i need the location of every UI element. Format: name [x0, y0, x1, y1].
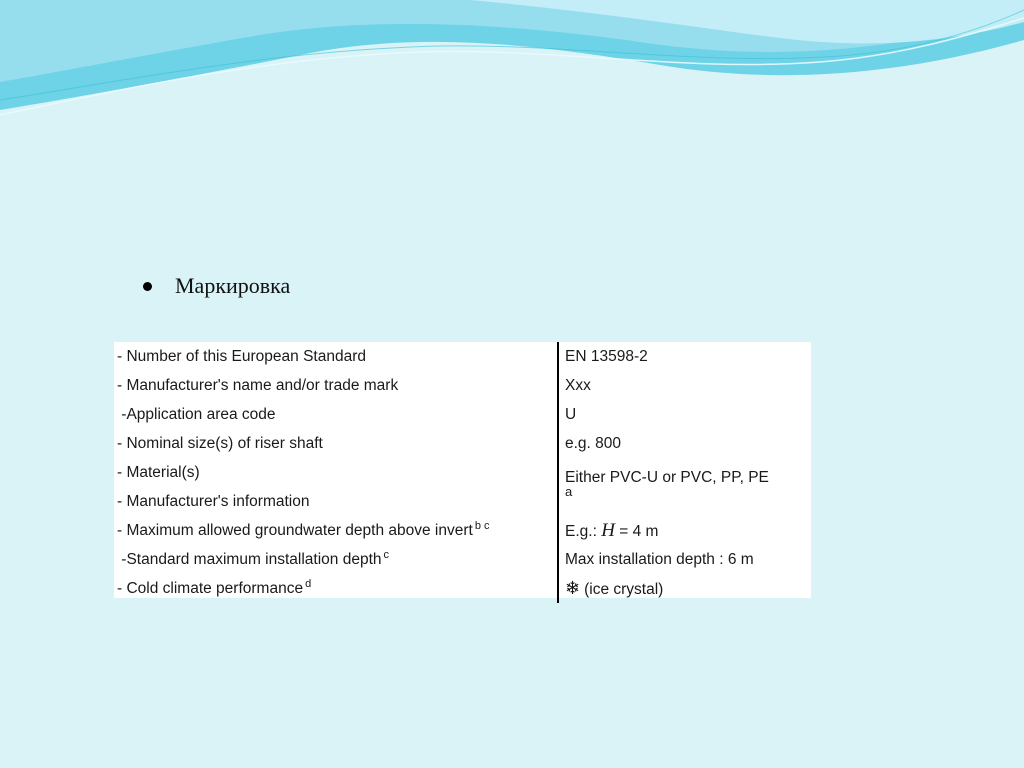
row-label: -Standard maximum installation depth $^c$	[117, 548, 389, 568]
row-label: - Manufacturer's name and/or trade mark	[117, 376, 399, 394]
row-value: Max installation depth : 6 m	[558, 545, 811, 574]
row-label: - Maximum allowed groundwater depth above invert $^{b c}$	[117, 519, 490, 539]
bullet-text: Маркировка	[175, 273, 291, 298]
marking-table	[114, 342, 811, 598]
table-row	[114, 545, 811, 574]
footnote-ref: c	[383, 548, 389, 561]
row-label: - Cold climate performance $^d$	[117, 577, 312, 597]
row-label: -Application area code	[117, 405, 276, 423]
table-row	[114, 400, 811, 429]
bullet-dot-icon	[143, 282, 152, 291]
table-row	[114, 371, 811, 400]
row-value: U	[558, 400, 811, 429]
table-row	[114, 342, 811, 371]
row-value: E.g.: H = 4 m	[558, 516, 811, 545]
row-label: - Nominal size(s) of riser shaft	[117, 434, 323, 452]
row-label: - Manufacturer's information	[117, 492, 310, 510]
footnote-ref: b c	[474, 519, 490, 532]
table-row	[114, 487, 811, 516]
table-row	[114, 458, 811, 487]
row-label: - Material(s)	[117, 463, 200, 481]
table-row	[114, 574, 811, 603]
table-row	[114, 429, 811, 458]
row-value: a	[558, 487, 811, 516]
row-value: e.g. 800	[558, 429, 811, 458]
snowflake-icon: ❄	[565, 578, 581, 598]
marking-table-grid	[114, 342, 811, 603]
row-value: Xxx	[558, 371, 811, 400]
row-label: - Number of this European Standard	[117, 347, 366, 365]
row-value: EN 13598-2	[558, 342, 811, 371]
variable-h: H	[601, 519, 615, 541]
decorative-wave-header	[0, 0, 1024, 130]
table-row	[114, 516, 811, 545]
row-value: Either PVC-U or PVC, PP, PE	[558, 458, 811, 487]
row-value: ❄ (ice crystal)	[558, 574, 811, 603]
bullet-item	[143, 270, 290, 302]
footnote-ref: d	[305, 577, 312, 590]
